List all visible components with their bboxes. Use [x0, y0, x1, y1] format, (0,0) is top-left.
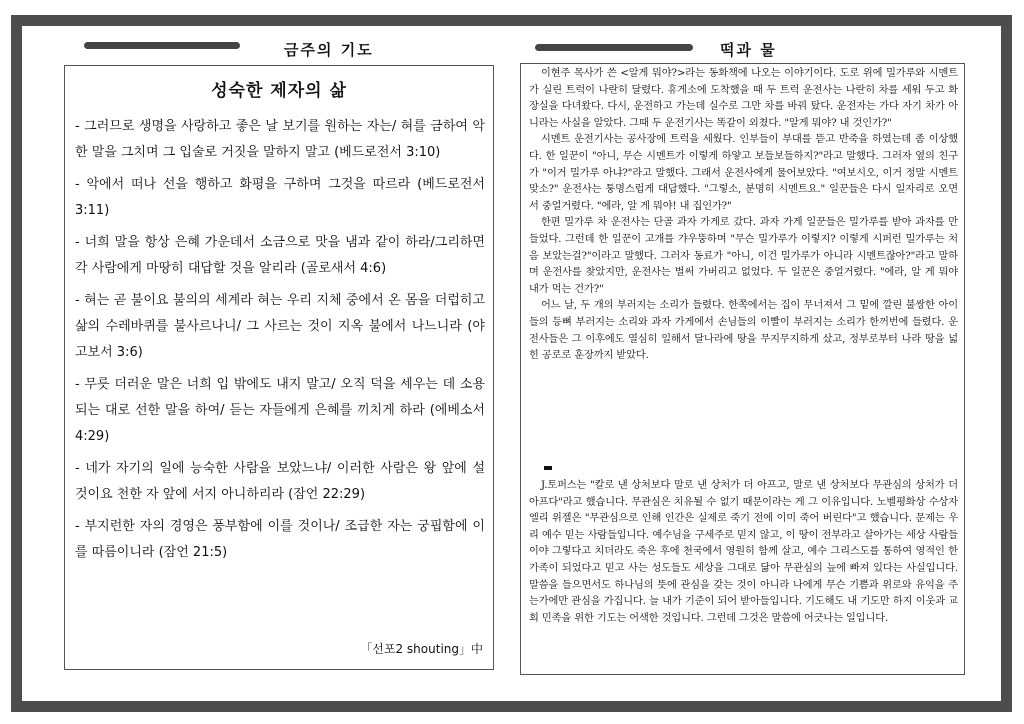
- right-heading: 떡과 물: [720, 41, 777, 59]
- story-panel: [520, 63, 965, 675]
- verse-item: - 부지런한 자의 경영은 풍부함에 이를 것이나/ 조급한 자는 궁핍함에 이를 따름이니라 (잠언 21:5): [75, 519, 485, 560]
- verse-item: - 혀는 곧 불이요 불의의 세계라 혀는 우리 지체 중에서 온 몸을 더럽히고 삶의 수레바퀴를 불사르나니/ 그 사르는 것이 지옥 불에서 나느니라 (야고보서 3:6): [75, 293, 485, 360]
- verse-item: - 너희 말을 항상 은혜 가운데서 소금으로 맛을 냄과 같이 하라/그리하면 각 사람에게 마땅히 대답할 것을 알리라 (골로새서 4:6): [75, 235, 485, 276]
- verse-item: - 네가 자기의 일에 능숙한 사람을 보았느냐/ 이러한 사람은 왕 앞에 설 것이요 천한 자 앞에 서지 아니하리라 (잠언 22:29): [75, 461, 485, 502]
- right-heading-bar: [535, 44, 693, 51]
- left-heading: 금주의 기도: [284, 41, 374, 59]
- verse-item: - 악에서 떠나 선을 행하고 화평을 구하며 그것을 따르라 (베드로전서 3:11): [75, 177, 485, 218]
- story-paragraph: 이현주 목사가 쓴 <알게 뭐야?>라는 동화책에 나오는 이야기이다. 도로 위에 밀가루와 시멘트가 실린 트럭이 나란히 달렸다. 휴게소에 도착했을 때 두 트럭 운전사는 나란히 차를 세워 두고 화장실을 다녀왔다. 다시, 운전하고 가는데 실수로 그만 차를 바꿔 탔다. 운전자는 가다 자기 차가 아니라는 사실을 알았다. 그때 두 운전기사는 똑같이 외쳤다. "알게 뭐야? 내 것인가?": [529, 68, 958, 129]
- story-text: [529, 66, 958, 365]
- verse-item: - 무릇 더러운 말은 너희 입 밖에도 내지 말고/ 오직 덕을 세우는 데 소용되는 대로 선한 말을 하여/ 듣는 자들에게 은혜를 끼치게 하라 (에베소서 4:29): [75, 377, 485, 444]
- verse-item: - 그러므로 생명을 사랑하고 좋은 날 보기를 원하는 자는/ 혀를 금하여 악한 말을 그치며 그 입술로 거짓을 말하지 말고 (베드로전서 3:10): [75, 119, 485, 160]
- story-paragraph: 한편 밀가루 차 운전사는 단골 과자 가게로 갔다. 과자 가게 일꾼들은 밀가루를 받아 과자를 만들었다. 그런데 한 일꾼이 고개를 갸우뚱하며 "무슨 밀가루가 이렇지? 이렇게 시퍼런 밀가루는 처음 보았는걸?"이라고 말했다. 그러자 동료가 "아니, 이건 밀가루가 아니라 시멘트잖아?"라고 말하며 운전사를 찾았지만, 운전사는 벌써 가버리고 없었다. 두 일꾼은 중얼거렸다. "에라, 알 게 뭐야 내가 먹는 건가?": [529, 217, 958, 295]
- verse-list: [75, 114, 485, 572]
- section-marker: [544, 466, 552, 470]
- prayer-panel: [64, 65, 494, 670]
- prayer-title: 성숙한 제자의 삶: [211, 81, 347, 101]
- left-heading-bar: [84, 42, 240, 49]
- prayer-source: 「선포2 shouting」中: [360, 642, 483, 656]
- reflection-text: [529, 478, 958, 627]
- reflection-paragraph: J.토퍼스는 "칼로 낸 상처보다 말로 낸 상처가 더 아프고, 말로 낸 상처보다 무관심의 상처가 더 아프다"라고 했습니다. 무관심은 치유될 수 없기 때문이라는 게 그 이유입니다. 노벨평화상 수상자 엘리 위젤은 "무관심으로 인해 인간은 실제로 죽기 전에 이미 죽어 버린다"고 했습니다. 문제는 우리 예수 믿는 사람들입니다. 예수님을 구세주로 믿지 않고, 이 땅이 전부라고 살아가는 세상 사람들이야 그렇다고 치더라도 죽은 후에 천국에서 영원히 함께 살고, 예수 그리스도를 통하여 영적인 한 가족이 되었다고 믿고 사는 성도들도 세상을 그대로 닮아 무관심의 늪에 빠져 있다는 사실입니다. 말씀을 들으면서도 하나님의 뜻에 관심을 갖는 것이 아니라 나에게 무슨 기쁨과 위로와 유익을 주는가에만 관심을 가집니다. 늘 내가 기준이 되어 받아들입니다. 기도해도 내 기도만 하지 이웃과 교회 민족을 위한 기도는 어색한 것입니다. 그런데 그것은 말씀에 어긋나는 일입니다.: [529, 480, 958, 624]
- story-paragraph: 어느 날, 두 개의 부러지는 소리가 들렸다. 한쪽에서는 집이 무너져서 그 밑에 깔린 불쌍한 아이들의 등뼈 부러지는 소리와 과자 가게에서 손님들의 이빨이 부러지는 소리가 한꺼번에 들렸다. 운전사들은 그 이후에도 열심히 일해서 달나라에 땅을 무지무지하게 샀고, 정부로부터 나라 땅을 넓힌 공로로 훈장까지 받았다.: [529, 300, 958, 362]
- story-paragraph: 시멘트 운전기사는 공사장에 트럭을 세웠다. 인부들이 부대를 뜯고 반죽을 하였는데 좀 이상했다. 한 일꾼이 "아니, 무슨 시멘트가 이렇게 하얗고 보들보들하지?"라고 말했다. 그러자 옆의 친구가 "이거 밀가루 아냐?"라고 말했다. 그래서 운전사에게 물어보았다. "여보시오, 이거 정말 시멘트 맞소?" 운전사는 퉁명스럽게 대답했다. "그렇소, 분명히 시멘트요." 일꾼들은 다시 일자리로 오면서 중얼거렸다. "에라, 알 게 뭐야! 내 집인가?": [529, 134, 958, 212]
